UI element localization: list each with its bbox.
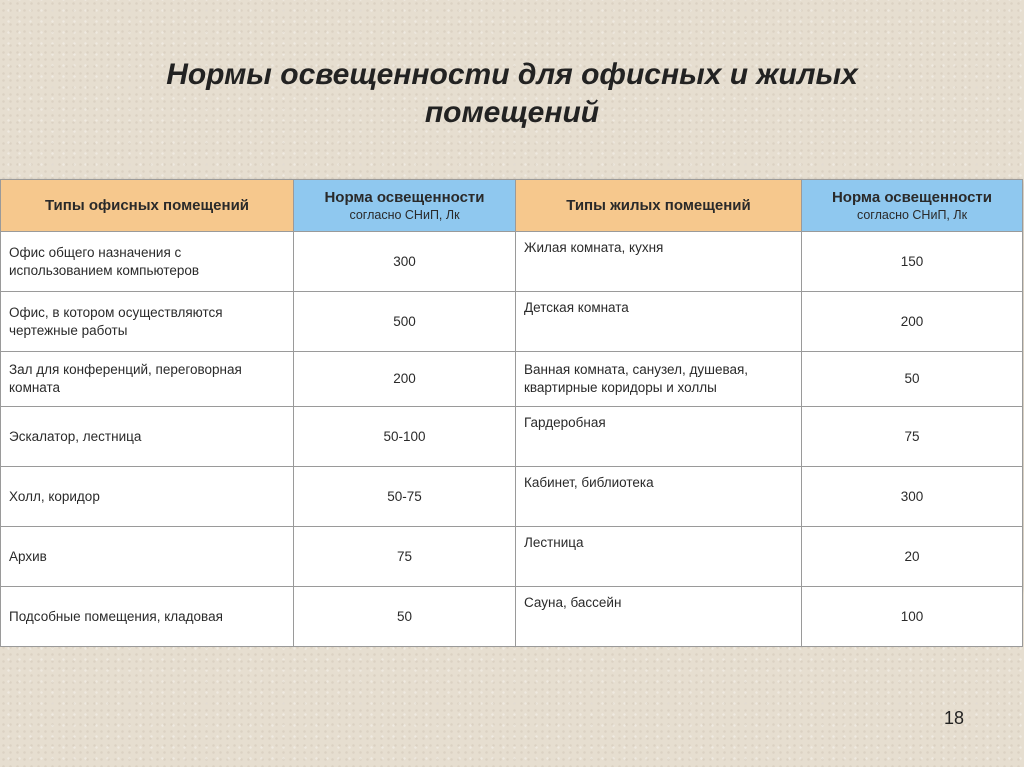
residential-norm-cell: 100	[802, 587, 1023, 647]
lighting-norms-table-container	[0, 179, 1022, 624]
residential-type-cell: Лестница	[516, 527, 802, 587]
header-label: Норма освещенности	[324, 189, 485, 206]
office-type-cell: Зал для конференций, переговорная комната	[1, 352, 294, 407]
header-label: Типы офисных помещений	[44, 197, 250, 214]
office-type-cell: Офис, в котором осуществляются чертежные работы	[1, 292, 294, 352]
office-norm-cell: 50-100	[294, 407, 516, 467]
residential-norm-cell: 200	[802, 292, 1023, 352]
header-sublabel: согласно СНиП, Лк	[349, 208, 460, 222]
office-norm-cell: 500	[294, 292, 516, 352]
residential-norm-cell: 20	[802, 527, 1023, 587]
page-number: 18	[944, 708, 965, 728]
header-office-types	[1, 180, 294, 232]
table-header-row	[1, 180, 1023, 232]
table-row	[1, 527, 1023, 587]
residential-norm-cell: 300	[802, 467, 1023, 527]
residential-norm-cell: 150	[802, 232, 1023, 292]
office-norm-cell: 300	[294, 232, 516, 292]
residential-norm-cell: 75	[802, 407, 1023, 467]
office-norm-cell: 50-75	[294, 467, 516, 527]
table-row	[1, 407, 1023, 467]
office-type-cell: Эскалатор, лестница	[1, 407, 294, 467]
slide-title-line-1: Нормы освещенности для офисных и жилых	[166, 58, 858, 91]
residential-type-cell: Детская комната	[516, 292, 802, 352]
lighting-norms-table	[0, 179, 1023, 647]
office-type-cell: Подсобные помещения, кладовая	[1, 587, 294, 647]
table-row	[1, 292, 1023, 352]
office-norm-cell: 50	[294, 587, 516, 647]
office-type-cell: Офис общего назначения с использованием компьютеров	[1, 232, 294, 292]
header-label: Норма освещенности	[831, 189, 993, 206]
header-office-norm	[294, 180, 516, 232]
header-residential-norm	[802, 180, 1023, 232]
residential-type-cell: Ванная комната, санузел, душевая, квартирные коридоры и холлы	[516, 352, 802, 407]
residential-type-cell: Сауна, бассейн	[516, 587, 802, 647]
residential-type-cell: Жилая комната, кухня	[516, 232, 802, 292]
office-norm-cell: 75	[294, 527, 516, 587]
slide-title	[0, 56, 1024, 132]
office-type-cell: Холл, коридор	[1, 467, 294, 527]
slide-title-line-2: помещений	[424, 96, 600, 129]
office-norm-cell: 200	[294, 352, 516, 407]
header-sublabel: согласно СНиП, Лк	[856, 208, 968, 222]
residential-type-cell: Кабинет, библиотека	[516, 467, 802, 527]
header-label: Типы жилых помещений	[566, 197, 751, 214]
table-row	[1, 587, 1023, 647]
table-row	[1, 232, 1023, 292]
header-residential-types	[516, 180, 802, 232]
table-row	[1, 467, 1023, 527]
office-type-cell: Архив	[1, 527, 294, 587]
residential-type-cell: Гардеробная	[516, 407, 802, 467]
table-row	[1, 352, 1023, 407]
residential-norm-cell: 50	[802, 352, 1023, 407]
